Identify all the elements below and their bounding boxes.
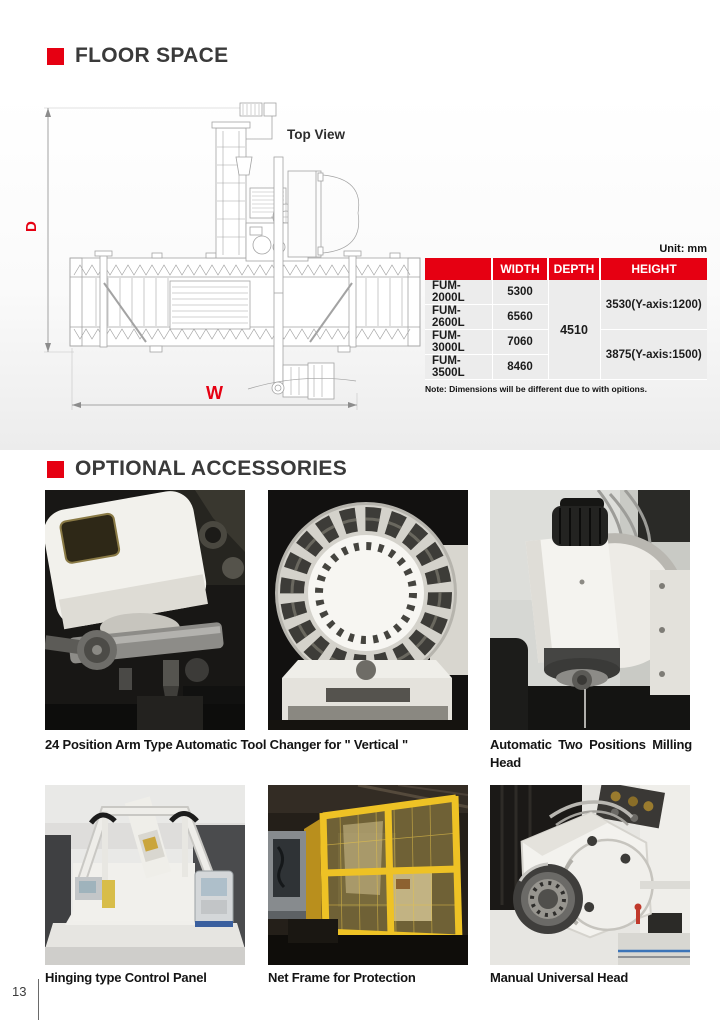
header-depth: DEPTH [548, 258, 600, 280]
caption-control-panel: Hinging type Control Panel [45, 970, 207, 985]
table-row [425, 280, 707, 305]
photo-atc-arm [45, 490, 245, 730]
caption-universal-head: Manual Universal Head [490, 970, 629, 985]
floor-space-title: FLOOR SPACE [75, 44, 229, 67]
floor-space-heading [47, 44, 228, 68]
caption-net-frame: Net Frame for Protection [268, 970, 416, 985]
width-value: 8460 [492, 355, 548, 380]
footer-rule [38, 979, 39, 1020]
width-value: 6560 [492, 305, 548, 330]
depth-value: 4510 [548, 280, 600, 380]
dimensions-table [425, 258, 707, 380]
photo-net-frame [268, 785, 468, 965]
page-number: 13 [12, 984, 27, 999]
photo-universal-head [490, 785, 690, 965]
unit-label: Unit: mm [659, 243, 707, 255]
photo-two-position-head [490, 490, 690, 730]
header-height: HEIGHT [600, 258, 707, 280]
model-name: FUM-3500L [425, 355, 492, 380]
caption-atc: 24 Position Arm Type Automatic Tool Changer for " Vertical " [45, 737, 408, 752]
dimensions-spec-block [425, 243, 707, 394]
width-value: 7060 [492, 330, 548, 355]
model-name: FUM-2600L [425, 305, 492, 330]
width-value: 5300 [492, 280, 548, 305]
photo-control-panel [45, 785, 245, 965]
height-value: 3530(Y-axis:1200) [600, 280, 707, 330]
floor-space-top-view-drawing [0, 95, 430, 455]
table-header-row [425, 258, 707, 280]
optional-accessories-title: OPTIONAL ACCESSORIES [75, 457, 348, 480]
depth-dimension-label: D [23, 221, 40, 232]
caption-two-positions: Automatic Two Positions Milling Head [490, 737, 692, 770]
photo-tool-magazine [268, 490, 468, 730]
height-value: 3875(Y-axis:1500) [600, 330, 707, 380]
header-model [425, 258, 492, 280]
top-view-label: Top View [287, 127, 346, 142]
red-square-icon [47, 461, 64, 478]
optional-accessories-heading [47, 457, 347, 481]
width-dimension-label: W [206, 383, 223, 403]
model-name: FUM-2000L [425, 280, 492, 305]
table-note: Note: Dimensions will be different due to with opitions. [425, 384, 647, 394]
model-name: FUM-3000L [425, 330, 492, 355]
header-width: WIDTH [492, 258, 548, 280]
red-square-icon [47, 48, 64, 65]
